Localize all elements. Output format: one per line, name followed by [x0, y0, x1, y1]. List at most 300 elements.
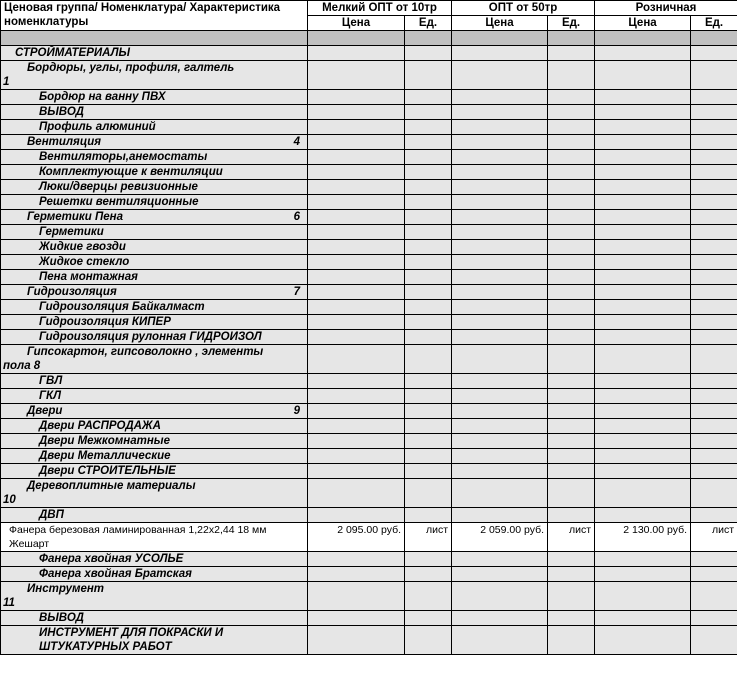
price-cell: [452, 120, 548, 135]
price-col-header: Цена: [452, 16, 548, 31]
table-row[interactable]: [1, 345, 737, 374]
price-cell: [308, 434, 405, 449]
unit-cell: [548, 46, 595, 61]
unit-cell: [691, 210, 737, 225]
price-cell: [595, 195, 691, 210]
price-cell: [452, 552, 548, 567]
table-row[interactable]: [1, 210, 737, 225]
table-row[interactable]: [1, 552, 737, 567]
item-name: Деревоплитные материалы: [27, 480, 196, 492]
price-cell: [308, 210, 405, 225]
price-cell: [308, 46, 405, 61]
table-row[interactable]: [1, 479, 737, 508]
unit-cell: [691, 180, 737, 195]
unit-cell: [405, 150, 452, 165]
price-cell: [452, 419, 548, 434]
item-name-cell: [1, 61, 308, 90]
item-name: Фанера хвойная Братская: [39, 568, 192, 580]
unit-cell: [691, 611, 737, 626]
unit-cell: [548, 419, 595, 434]
table-row[interactable]: [1, 255, 737, 270]
unit-cell: [405, 46, 452, 61]
price-cell: [595, 210, 691, 225]
unit-cell: [691, 626, 737, 655]
price-cell: [452, 165, 548, 180]
unit-cell: [548, 315, 595, 330]
price-cell: [595, 464, 691, 479]
price-cell: [595, 240, 691, 255]
price-cell: [308, 508, 405, 523]
item-name: Герметики: [39, 226, 104, 238]
price-cell: [452, 210, 548, 225]
price-cell: [308, 150, 405, 165]
price-cell: [595, 315, 691, 330]
unit-cell: [405, 374, 452, 389]
unit-cell: [405, 210, 452, 225]
item-name: Решетки вентиляционные: [39, 196, 199, 208]
unit-cell: [548, 567, 595, 582]
table-row[interactable]: [1, 225, 737, 240]
price-cell: [595, 508, 691, 523]
price-col-header: Цена: [595, 16, 691, 31]
item-name: Двери: [27, 405, 63, 417]
unit-cell: [405, 330, 452, 345]
item-name: Бордюр на ванну ПВХ: [39, 91, 166, 103]
price-cell: [308, 419, 405, 434]
price-cell: [452, 479, 548, 508]
price-cell: [595, 404, 691, 419]
unit-cell: [548, 61, 595, 90]
item-name: Фанера березовая ламинированная 1,22х2,44 18 мм Жешарт: [9, 524, 267, 550]
price-cell: [452, 46, 548, 61]
price-cell: 2 095.00 руб.: [308, 523, 405, 552]
table-row[interactable]: [1, 135, 737, 150]
unit-cell: [405, 225, 452, 240]
item-name-cell: [1, 626, 308, 655]
unit-cell: [405, 479, 452, 508]
item-name-cell: [1, 165, 308, 180]
unit-cell: [691, 315, 737, 330]
table-row[interactable]: [1, 449, 737, 464]
price-cell: [308, 582, 405, 611]
unit-cell: лист: [405, 523, 452, 552]
unit-cell: [548, 404, 595, 419]
unit-cell: [548, 150, 595, 165]
unit-cell: [691, 389, 737, 404]
unit-cell: [691, 90, 737, 105]
price-cell: [595, 389, 691, 404]
price-cell: [595, 374, 691, 389]
price-cell: [308, 464, 405, 479]
item-name-continuation: 10: [3, 494, 16, 506]
unit-cell: [548, 135, 595, 150]
price-cell: [308, 61, 405, 90]
item-name: Люки/дверцы ревизионные: [39, 181, 198, 193]
unit-cell: [691, 46, 737, 61]
unit-cell: [405, 345, 452, 374]
table-row[interactable]: [1, 315, 737, 330]
item-name-cell: [1, 195, 308, 210]
price-cell: [595, 180, 691, 195]
table-row[interactable]: [1, 240, 737, 255]
item-name-cell: [1, 240, 308, 255]
price-cell: [308, 552, 405, 567]
unit-cell: [691, 464, 737, 479]
price-cell: 2 130.00 руб.: [595, 523, 691, 552]
price-cell: [595, 567, 691, 582]
price-cell: [308, 225, 405, 240]
price-cell: [452, 389, 548, 404]
price-cell: [308, 389, 405, 404]
price-cell: [595, 225, 691, 240]
price-cell: [308, 330, 405, 345]
unit-cell: лист: [548, 523, 595, 552]
unit-cell: [691, 285, 737, 300]
unit-cell: [691, 404, 737, 419]
group-number: 4: [293, 136, 300, 148]
unit-cell: [405, 508, 452, 523]
col-name-header: Ценовая группа/ Номенклатура/ Характеристика номенклатуры: [1, 1, 308, 31]
item-name-cell: [1, 225, 308, 240]
table-row[interactable]: [1, 626, 737, 655]
price-cell: [595, 255, 691, 270]
price-cell: [452, 195, 548, 210]
item-name-cell: [1, 508, 308, 523]
unit-col-header: Ед.: [691, 16, 737, 31]
item-name-cell: [1, 180, 308, 195]
price-cell: [595, 300, 691, 315]
unit-cell: [548, 449, 595, 464]
unit-cell: [548, 464, 595, 479]
unit-cell: [691, 150, 737, 165]
table-row[interactable]: [1, 419, 737, 434]
table-row[interactable]: [1, 180, 737, 195]
unit-cell: [548, 434, 595, 449]
table-row[interactable]: [1, 434, 737, 449]
unit-cell: [405, 419, 452, 434]
unit-cell: [691, 165, 737, 180]
table-row[interactable]: [1, 523, 737, 552]
unit-cell: [691, 120, 737, 135]
unit-cell: [548, 374, 595, 389]
unit-cell: [405, 449, 452, 464]
price-cell: [595, 479, 691, 508]
item-name-cell: [1, 105, 308, 120]
item-name-cell: [1, 120, 308, 135]
price-cell: [595, 105, 691, 120]
header-row: [1, 1, 737, 16]
unit-cell: [548, 300, 595, 315]
item-name: Фанера хвойная УСОЛЬЕ: [39, 553, 184, 565]
unit-cell: [691, 300, 737, 315]
item-name: Двери СТРОИТЕЛЬНЫЕ: [39, 465, 176, 477]
item-name: ВЫВОД: [39, 106, 84, 118]
price-cell: [595, 165, 691, 180]
price-cell: [595, 419, 691, 434]
item-name-cell: [1, 150, 308, 165]
price-cell: [308, 567, 405, 582]
price-cell: [308, 180, 405, 195]
unit-cell: [691, 508, 737, 523]
unit-cell: [691, 479, 737, 508]
price-cell: [452, 315, 548, 330]
item-name: Бордюры, углы, профиля, галтель: [27, 62, 235, 74]
item-name: Гидроизоляция КИПЕР: [39, 316, 171, 328]
item-name: Пена монтажная: [39, 271, 138, 283]
unit-cell: [548, 285, 595, 300]
price-cell: [452, 105, 548, 120]
unit-cell: [405, 582, 452, 611]
price-cell: [595, 626, 691, 655]
price-cell: [595, 285, 691, 300]
table-row[interactable]: [1, 150, 737, 165]
table-row[interactable]: [1, 90, 737, 105]
price-cell: [595, 611, 691, 626]
item-name-cell: [1, 315, 308, 330]
item-name: ВЫВОД: [39, 612, 84, 624]
price-cell: [595, 61, 691, 90]
unit-cell: [405, 240, 452, 255]
price-cell: [595, 434, 691, 449]
item-name-cell: [1, 611, 308, 626]
price-cell: [452, 300, 548, 315]
table-row[interactable]: [1, 389, 737, 404]
price-cell: [452, 611, 548, 626]
item-name: Гидроизоляция: [27, 286, 117, 298]
item-name-cell: [1, 552, 308, 567]
item-name-cell: [1, 464, 308, 479]
price-cell: [595, 90, 691, 105]
item-name-cell: [1, 255, 308, 270]
unit-cell: [548, 210, 595, 225]
unit-cell: [548, 626, 595, 655]
item-name: Вентиляция: [27, 136, 102, 148]
price-cell: [452, 330, 548, 345]
price-cell: [308, 345, 405, 374]
blank-row: [1, 31, 737, 46]
price-cell: [452, 90, 548, 105]
unit-cell: [548, 255, 595, 270]
unit-cell: [548, 105, 595, 120]
unit-cell: [548, 508, 595, 523]
price-cell: [308, 285, 405, 300]
unit-cell: [548, 180, 595, 195]
item-name-cell: [1, 285, 308, 300]
item-name: Гипсокартон, гипсоволокно , элементы: [27, 346, 264, 358]
item-name-cell: [1, 330, 308, 345]
table-row[interactable]: [1, 165, 737, 180]
unit-cell: [548, 345, 595, 374]
unit-cell: [548, 270, 595, 285]
table-row[interactable]: [1, 195, 737, 210]
group-header-retail: Розничная: [595, 1, 737, 16]
item-name-cell: [1, 389, 308, 404]
price-cell: [308, 165, 405, 180]
item-name: Жидкие гвозди: [39, 241, 126, 253]
table-row[interactable]: [1, 611, 737, 626]
price-cell: [595, 46, 691, 61]
item-name: ГВЛ: [39, 375, 63, 387]
price-col-header: Цена: [308, 16, 405, 31]
price-cell: [595, 345, 691, 374]
unit-cell: [691, 582, 737, 611]
table-row[interactable]: [1, 61, 737, 90]
item-name-cell: [1, 300, 308, 315]
price-cell: [308, 404, 405, 419]
unit-cell: [405, 552, 452, 567]
unit-cell: [405, 567, 452, 582]
unit-cell: [405, 389, 452, 404]
price-cell: [452, 404, 548, 419]
unit-cell: [548, 90, 595, 105]
table-row[interactable]: [1, 105, 737, 120]
price-cell: [308, 105, 405, 120]
unit-cell: [691, 434, 737, 449]
item-name: Жидкое стекло: [39, 256, 130, 268]
unit-cell: [405, 270, 452, 285]
unit-cell: [548, 330, 595, 345]
unit-cell: [405, 195, 452, 210]
table-row[interactable]: [1, 508, 737, 523]
unit-cell: [405, 404, 452, 419]
price-cell: [308, 120, 405, 135]
price-cell: [452, 508, 548, 523]
group-header-wholesale: ОПТ от 50тр: [452, 1, 595, 16]
price-cell: [452, 180, 548, 195]
item-name-cell: [1, 345, 308, 374]
unit-cell: [691, 567, 737, 582]
unit-cell: [405, 611, 452, 626]
unit-cell: [548, 165, 595, 180]
item-name-cell: [1, 582, 308, 611]
unit-cell: [405, 285, 452, 300]
item-name: Инструмент: [27, 583, 105, 595]
unit-cell: [691, 225, 737, 240]
item-name: Двери Межкомнатные: [39, 435, 170, 447]
unit-cell: [405, 464, 452, 479]
table-row[interactable]: [1, 120, 737, 135]
unit-cell: [405, 255, 452, 270]
unit-cell: [548, 611, 595, 626]
price-cell: [452, 225, 548, 240]
unit-cell: [691, 105, 737, 120]
price-cell: [452, 61, 548, 90]
group-number: 6: [293, 211, 300, 223]
unit-cell: [405, 165, 452, 180]
table-row[interactable]: [1, 270, 737, 285]
unit-cell: [548, 240, 595, 255]
unit-cell: [691, 255, 737, 270]
price-cell: [452, 449, 548, 464]
unit-cell: [548, 195, 595, 210]
item-name: Гидроизоляция рулонная ГИДРОИЗОЛ: [39, 331, 262, 343]
table-row[interactable]: [1, 285, 737, 300]
table-row[interactable]: [1, 300, 737, 315]
price-cell: [308, 240, 405, 255]
price-cell: [452, 285, 548, 300]
unit-cell: [548, 389, 595, 404]
unit-cell: [548, 552, 595, 567]
item-name-cell: [1, 374, 308, 389]
price-cell: [452, 374, 548, 389]
group-number: 7: [293, 286, 300, 298]
price-cell: [452, 434, 548, 449]
price-cell: [308, 374, 405, 389]
item-name: СТРОЙМАТЕРИАЛЫ: [15, 47, 130, 59]
price-cell: [308, 90, 405, 105]
item-name: Гидроизоляция Байкалмаст: [39, 301, 205, 313]
price-cell: [452, 345, 548, 374]
unit-cell: [691, 61, 737, 90]
price-cell: [452, 150, 548, 165]
unit-cell: [691, 195, 737, 210]
table-row[interactable]: [1, 582, 737, 611]
item-name-cell: [1, 449, 308, 464]
price-cell: [308, 449, 405, 464]
item-name-cell: [1, 434, 308, 449]
item-name-cell: [1, 523, 308, 552]
table-row[interactable]: [1, 567, 737, 582]
unit-cell: [405, 61, 452, 90]
item-name-cell: [1, 135, 308, 150]
unit-cell: [691, 449, 737, 464]
price-cell: [308, 255, 405, 270]
group-number: 9: [293, 405, 300, 417]
unit-cell: [691, 330, 737, 345]
table-row[interactable]: [1, 404, 737, 419]
price-cell: [452, 582, 548, 611]
table-row[interactable]: [1, 464, 737, 479]
item-name-continuation: пола 8: [3, 360, 41, 372]
unit-cell: [548, 582, 595, 611]
item-name: ДВП: [39, 509, 64, 521]
unit-cell: [405, 105, 452, 120]
price-cell: [452, 567, 548, 582]
unit-cell: [405, 90, 452, 105]
unit-cell: [691, 419, 737, 434]
table-row[interactable]: [1, 46, 737, 61]
price-cell: [452, 135, 548, 150]
unit-cell: [691, 240, 737, 255]
table-row[interactable]: [1, 330, 737, 345]
price-cell: [308, 315, 405, 330]
item-name-continuation: 1: [3, 76, 10, 88]
price-cell: [308, 270, 405, 285]
unit-cell: лист: [691, 523, 737, 552]
price-cell: [595, 150, 691, 165]
item-name: Герметики Пена: [27, 211, 123, 223]
price-cell: [595, 330, 691, 345]
item-name-cell: [1, 210, 308, 225]
item-name-cell: [1, 479, 308, 508]
item-name: Двери Металлические: [39, 450, 171, 462]
item-name: Двери РАСПРОДАЖА: [39, 420, 161, 432]
unit-col-header: Ед.: [548, 16, 595, 31]
price-cell: [595, 449, 691, 464]
price-cell: [452, 270, 548, 285]
unit-cell: [548, 479, 595, 508]
item-name-cell: [1, 270, 308, 285]
unit-col-header: Ед.: [405, 16, 452, 31]
unit-cell: [691, 270, 737, 285]
unit-cell: [691, 345, 737, 374]
table-row[interactable]: [1, 374, 737, 389]
price-cell: [595, 270, 691, 285]
price-cell: [308, 300, 405, 315]
price-cell: [595, 135, 691, 150]
price-cell: [308, 626, 405, 655]
price-cell: [452, 240, 548, 255]
